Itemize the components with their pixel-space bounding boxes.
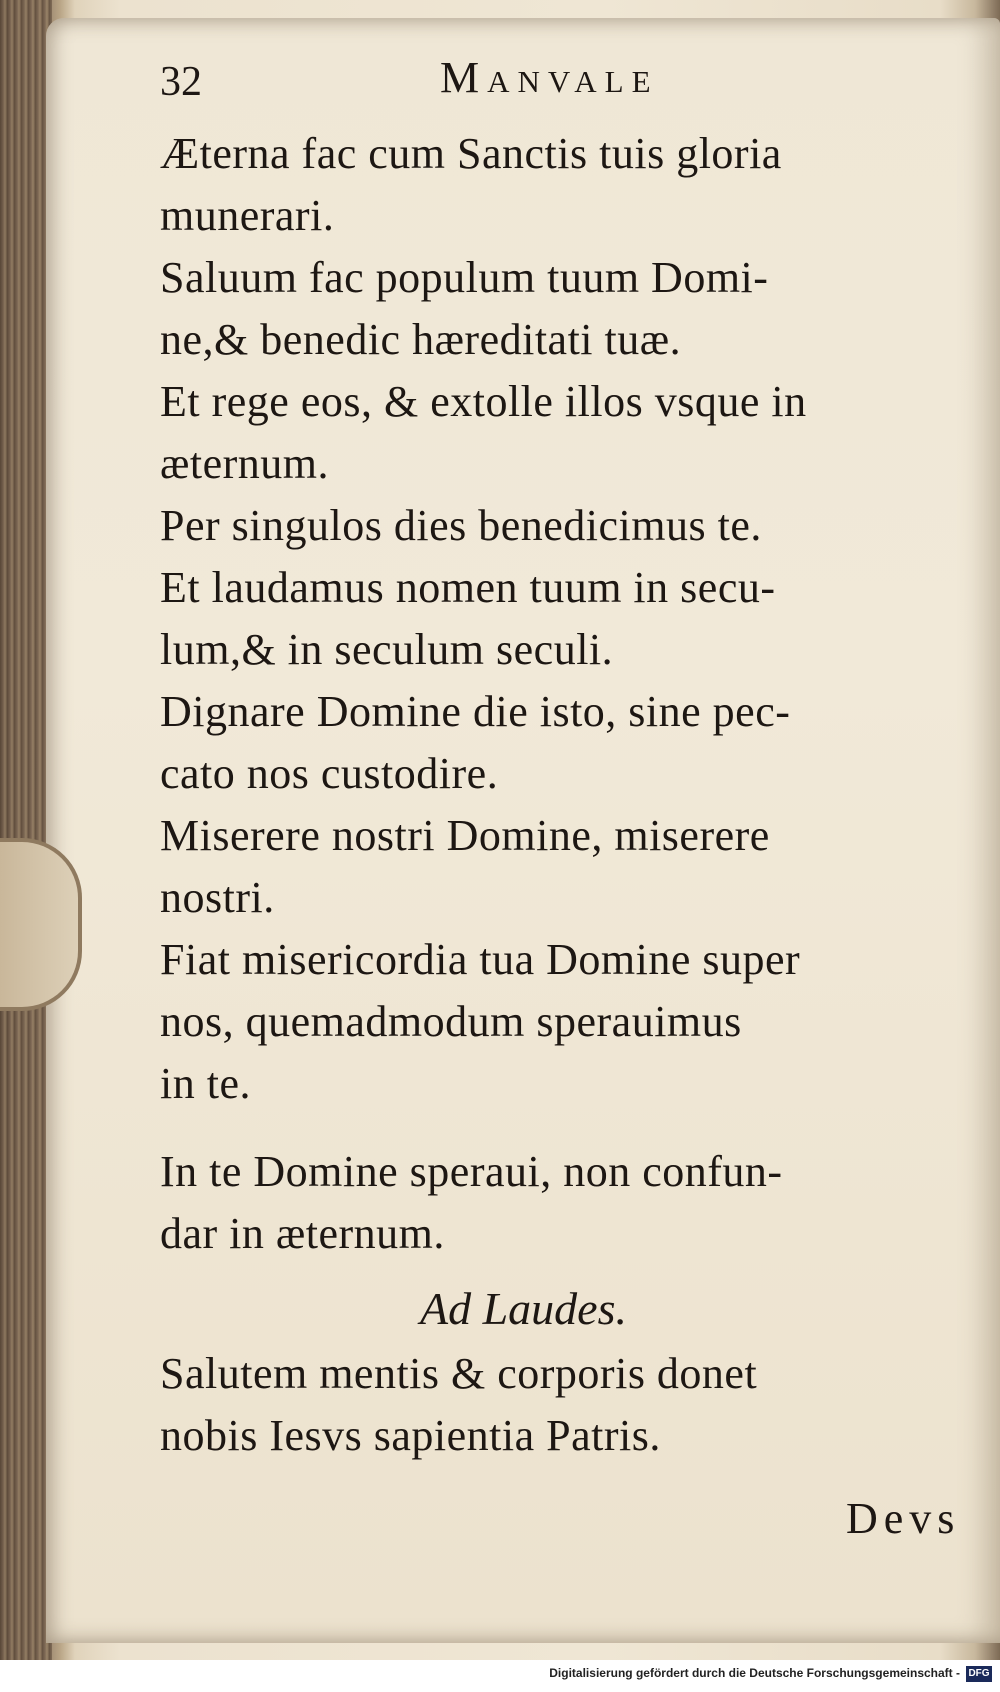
text-line: Salutem mentis & corporis donet [160,1349,758,1398]
text-line: dar in æternum. [160,1209,445,1258]
text-line: Dignare Domine die isto, sine pec- [160,687,791,736]
text-line: In te Domine speraui, non confun- [160,1147,783,1196]
text-line: lum,& in seculum seculi. [160,625,614,674]
catchword: Devs [846,1494,961,1543]
text-line: Fiat misericordia tua Domine super [160,935,801,984]
dfg-logo: DFG [966,1666,992,1682]
section-heading: Ad Laudes. [420,1283,627,1334]
text-line: nostri. [160,873,275,922]
text-line: Saluum fac populum tuum Domi- [160,253,769,302]
text-line: cato nos custodire. [160,749,499,798]
footer-credit: Digitalisierung gefördert durch die Deutsche Forschungsgemeinschaft - [549,1666,960,1680]
text-line: in te. [160,1059,251,1108]
text-line: Et rege eos, & extolle illos vsque in [160,377,807,426]
text-line: Æterna fac cum Sanctis tuis gloria [160,129,782,178]
text-line: æternum. [160,439,329,488]
text-line: munerari. [160,191,335,240]
digitization-footer [0,1660,1000,1692]
text-line: nos, quemadmodum sperauimus [160,997,742,1046]
text-line: ne,& benedic hæreditati tuæ. [160,315,682,364]
text-line: nobis Iesvs sapientia Patris. [160,1411,661,1460]
text-line: Et laudamus nomen tuum in secu- [160,563,776,612]
text-line: Per singulos dies benedicimus te. [160,501,762,550]
page-number: 32 [160,59,202,105]
text-line: Miserere nostri Domine, miserere [160,811,770,860]
book-fore-edge [0,0,52,1660]
running-title: Manvale [440,53,659,102]
book-clasp [0,838,82,1011]
